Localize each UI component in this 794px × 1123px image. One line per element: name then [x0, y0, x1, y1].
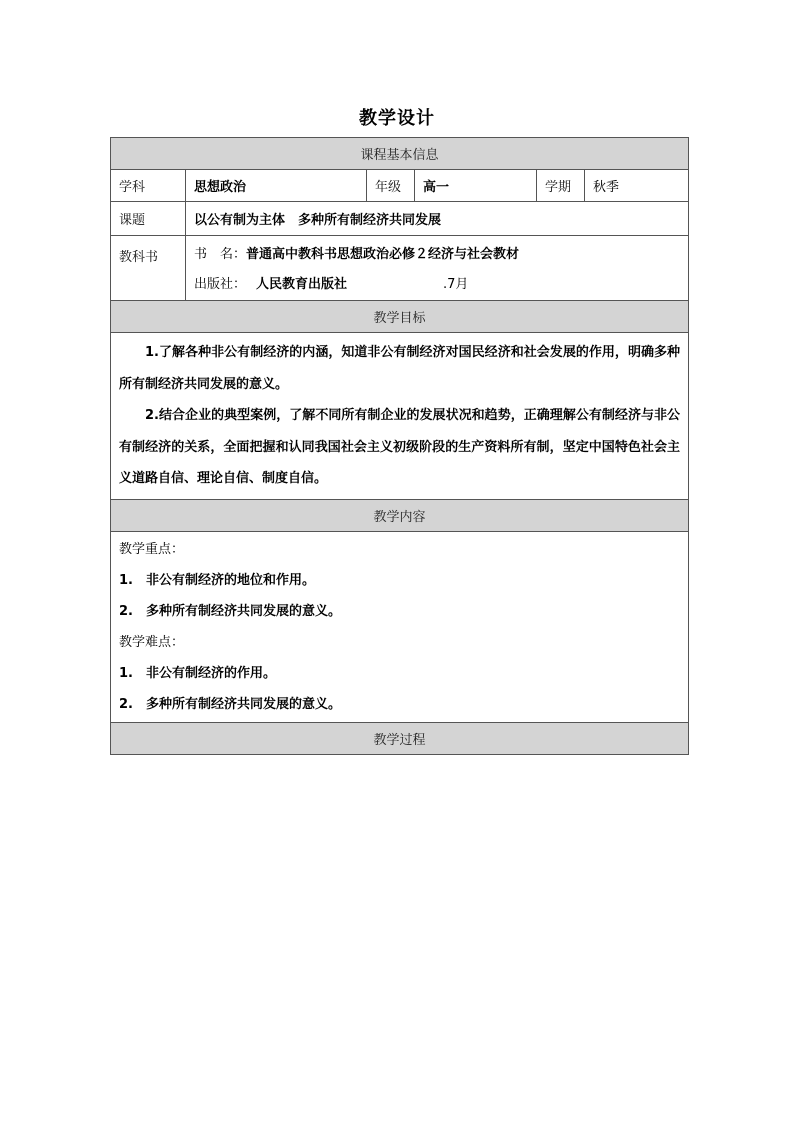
key-point-item: 2. 多种所有制经济共同发展的意义。 — [119, 603, 341, 619]
topic-label: 课题 — [111, 202, 186, 236]
term-value: 秋季 — [585, 170, 689, 202]
section-header-content: 教学内容 — [111, 499, 689, 531]
lesson-plan-table — [110, 137, 689, 755]
difficult-points-label: 教学难点： — [119, 634, 185, 650]
publish-date: .7月 — [443, 277, 469, 292]
goals-row — [111, 333, 689, 500]
subject-label: 学科 — [111, 170, 186, 202]
grade-value: 高一 — [415, 170, 537, 202]
publisher-label: 出版社： — [194, 277, 247, 292]
publisher-value: 人民教育出版社 — [256, 277, 348, 292]
grade-label: 年级 — [367, 170, 415, 202]
term-label: 学期 — [537, 170, 585, 202]
content-row — [111, 531, 689, 722]
info-row — [111, 170, 689, 202]
difficult-point-item: 1. 非公有制经济的作用。 — [119, 665, 276, 681]
difficult-point-item: 2. 多种所有制经济共同发展的意义。 — [119, 696, 341, 712]
goal-item: 1.了解各种非公有制经济的内涵，知道非公有制经济对国民经济和社会发展的作用，明确多种所有制经济共同发展的意义。 — [119, 345, 681, 392]
publisher-line — [186, 270, 688, 300]
textbook-label: 教科书 — [111, 236, 186, 301]
goal-item: 2.结合企业的典型案例，了解不同所有制企业的发展状况和趋势，正确理解公有制经济与非公有制经济的关系，全面把握和认同我国社会主义初级阶段的生产资料所有制，坚定中国特色社会主义道路自信、理论自信、制度自信。 — [119, 408, 681, 486]
book-name-line — [186, 240, 688, 270]
goals-cell — [111, 333, 689, 500]
key-points-label: 教学重点： — [119, 541, 185, 557]
subject-value: 思想政治 — [186, 170, 367, 202]
book-name-value: 普通高中教科书思想政治必修２经济与社会教材 — [246, 247, 520, 262]
section-header-process: 教学过程 — [111, 722, 689, 754]
topic-value: 以公有制为主体 多种所有制经济共同发展 — [186, 202, 689, 236]
key-point-item: 1. 非公有制经济的地位和作用。 — [119, 572, 315, 588]
topic-row — [111, 202, 689, 236]
section-header-goals: 教学目标 — [111, 301, 689, 333]
document-title: 教学设计 — [359, 108, 435, 129]
content-cell — [111, 531, 689, 722]
book-name-label: 书 名： — [194, 247, 247, 262]
textbook-info — [186, 236, 689, 301]
textbook-row — [111, 236, 689, 301]
section-header-basic-info: 课程基本信息 — [111, 138, 689, 170]
